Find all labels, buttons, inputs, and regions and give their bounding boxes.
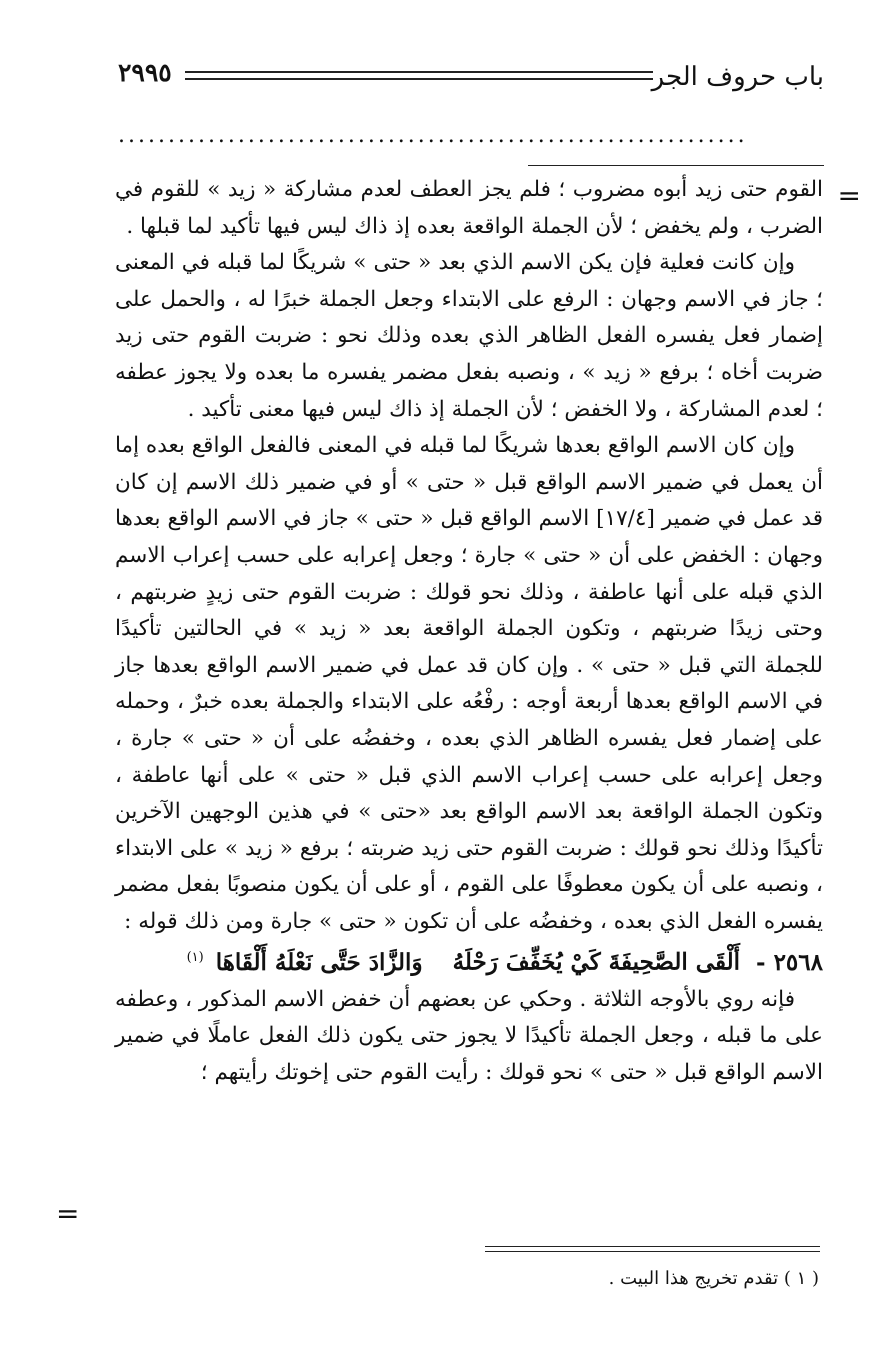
paragraph-1: القوم حتى زيد أبوه مضروب ؛ فلم يجز العطف لعدم مشاركة « زيد » للقوم في الضرب ، ولم يخفض ؛ لأن الجملة الواقعة بعده إذ ذاك ليس فيها تأكيد لما قبلها . — [115, 177, 823, 239]
paragraph-3: وإن كان الاسم الواقع بعدها شريكًا لما قبله في المعنى فالفعل الواقع بعده إما أن يعمل في ضمير الاسم الواقع قبل « حتى » أو في ضمير ذلك الاسم إن كان قد عمل في ضمير [١٧/٤] الاسم الواقع قبل « حتى » جاز في الاسم الواقع بعدها وجهان : الخفض على أن « حتى » جارة ؛ وجعل إعرابه على حسب إعراب الاسم الذي قبله على أنها عاطفة ، وذلك نحو قولك : ضربت القوم حتى زيدٍ ضربتهم ، وحتى زيدًا ضربتهم ، وتكون الجملة الواقعة بعد « زيد » في الحالتين تأكيدًا للجملة التي قبل « حتى » . وإن كان قد عمل في ضمير الاسم الواقع بعدها جاز في الاسم الواقع بعدها أربعة أوجه : رفْعُه على الابتداء والجملة بعده خبرٌ ، وحمله على إضمار فعل يفسره الظاهر الذي بعده ، وخفضُه على أن « حتى » جارة ، وجعل إعرابه على حسب إعراب الاسم الذي قبل « حتى » على أنها عاطفة ، وتكون الجملة الواقعة بعد الاسم الواقع بعد «حتى » في هذين الوجهين الآخرين تأكيدًا وذلك نحو قولك : ضربت القوم حتى زيد ضربته ؛ برفع « زيد » على الابتداء ، ونصبه على أن يكون معطوفًا على القوم ، أو على أن يكون منصوبًا بفعل مضمر يفسره الفعل الذي بعده ، وخفضُه على أن تكون « حتى » جارة ومن ذلك قوله : — [115, 433, 823, 934]
continuation-rule — [528, 165, 824, 166]
paragraph-2: وإن كانت فعلية فإن يكن الاسم الذي بعد « حتى » شريكًا لما قبله في المعنى ؛ جاز في الاسم وجهان : الرفع على الابتداء وجعل الجملة خبرًا له ، والحمل على إضمار فعل يفسره الفعل الظاهر الذي بعده وذلك نحو : ضربت القوم حتى زيد ضربت أخاه ؛ برفع « زيد » ، ونصبه بفعل مضمر يفسره ما بعده ولا يجوز عطفه ؛ لعدم المشاركة ، ولا الخفض ؛ لأن الجملة إذ ذاك ليس فيها معنى تأكيد . — [115, 250, 823, 422]
header-rule-upper — [185, 71, 653, 73]
main-text — [115, 172, 823, 1092]
continuation-mark-bottom: = — [56, 1197, 80, 1230]
footnote-reference: (١) — [186, 950, 204, 966]
footnote-rule-upper — [485, 1246, 820, 1247]
running-header-title: باب حروف الجر — [651, 62, 824, 92]
footnote-rule-lower — [485, 1251, 820, 1252]
verse-number: ٢٥٦٨ - — [756, 949, 823, 977]
verse-hemistich-1: أَلْقَى الصَّحِيفَةَ كَيْ يُخَفِّفَ رَحْلَهُ — [452, 949, 740, 977]
verse-line — [115, 940, 823, 981]
header-rule-lower — [185, 78, 653, 80]
footnote-text: ( ١ ) تقدم تخريج هذا البيت . — [608, 1268, 819, 1289]
verse-hemistich-2: وَالزَّادَ حَتَّى نَعْلَهُ أَلْقَاهَا — [215, 949, 423, 977]
continuation-mark-top: = — [837, 179, 861, 212]
separator-dots: ............................................................... — [118, 126, 748, 146]
page-number: ٢٩٩٥ — [118, 58, 172, 87]
closing-paragraph: فإنه روي بالأوجه الثلاثة . وحكي عن بعضهم أن خفض الاسم المذكور ، وعطفه على ما قبله ، وجعل الجملة تأكيدًا لا يجوز حتى يكون ذلك الفعل عاملًا في ضمير الاسم الواقع قبل « حتى » نحو قولك : رأيت القوم حتى إخوتك رأيتهم ؛ — [115, 986, 823, 1085]
